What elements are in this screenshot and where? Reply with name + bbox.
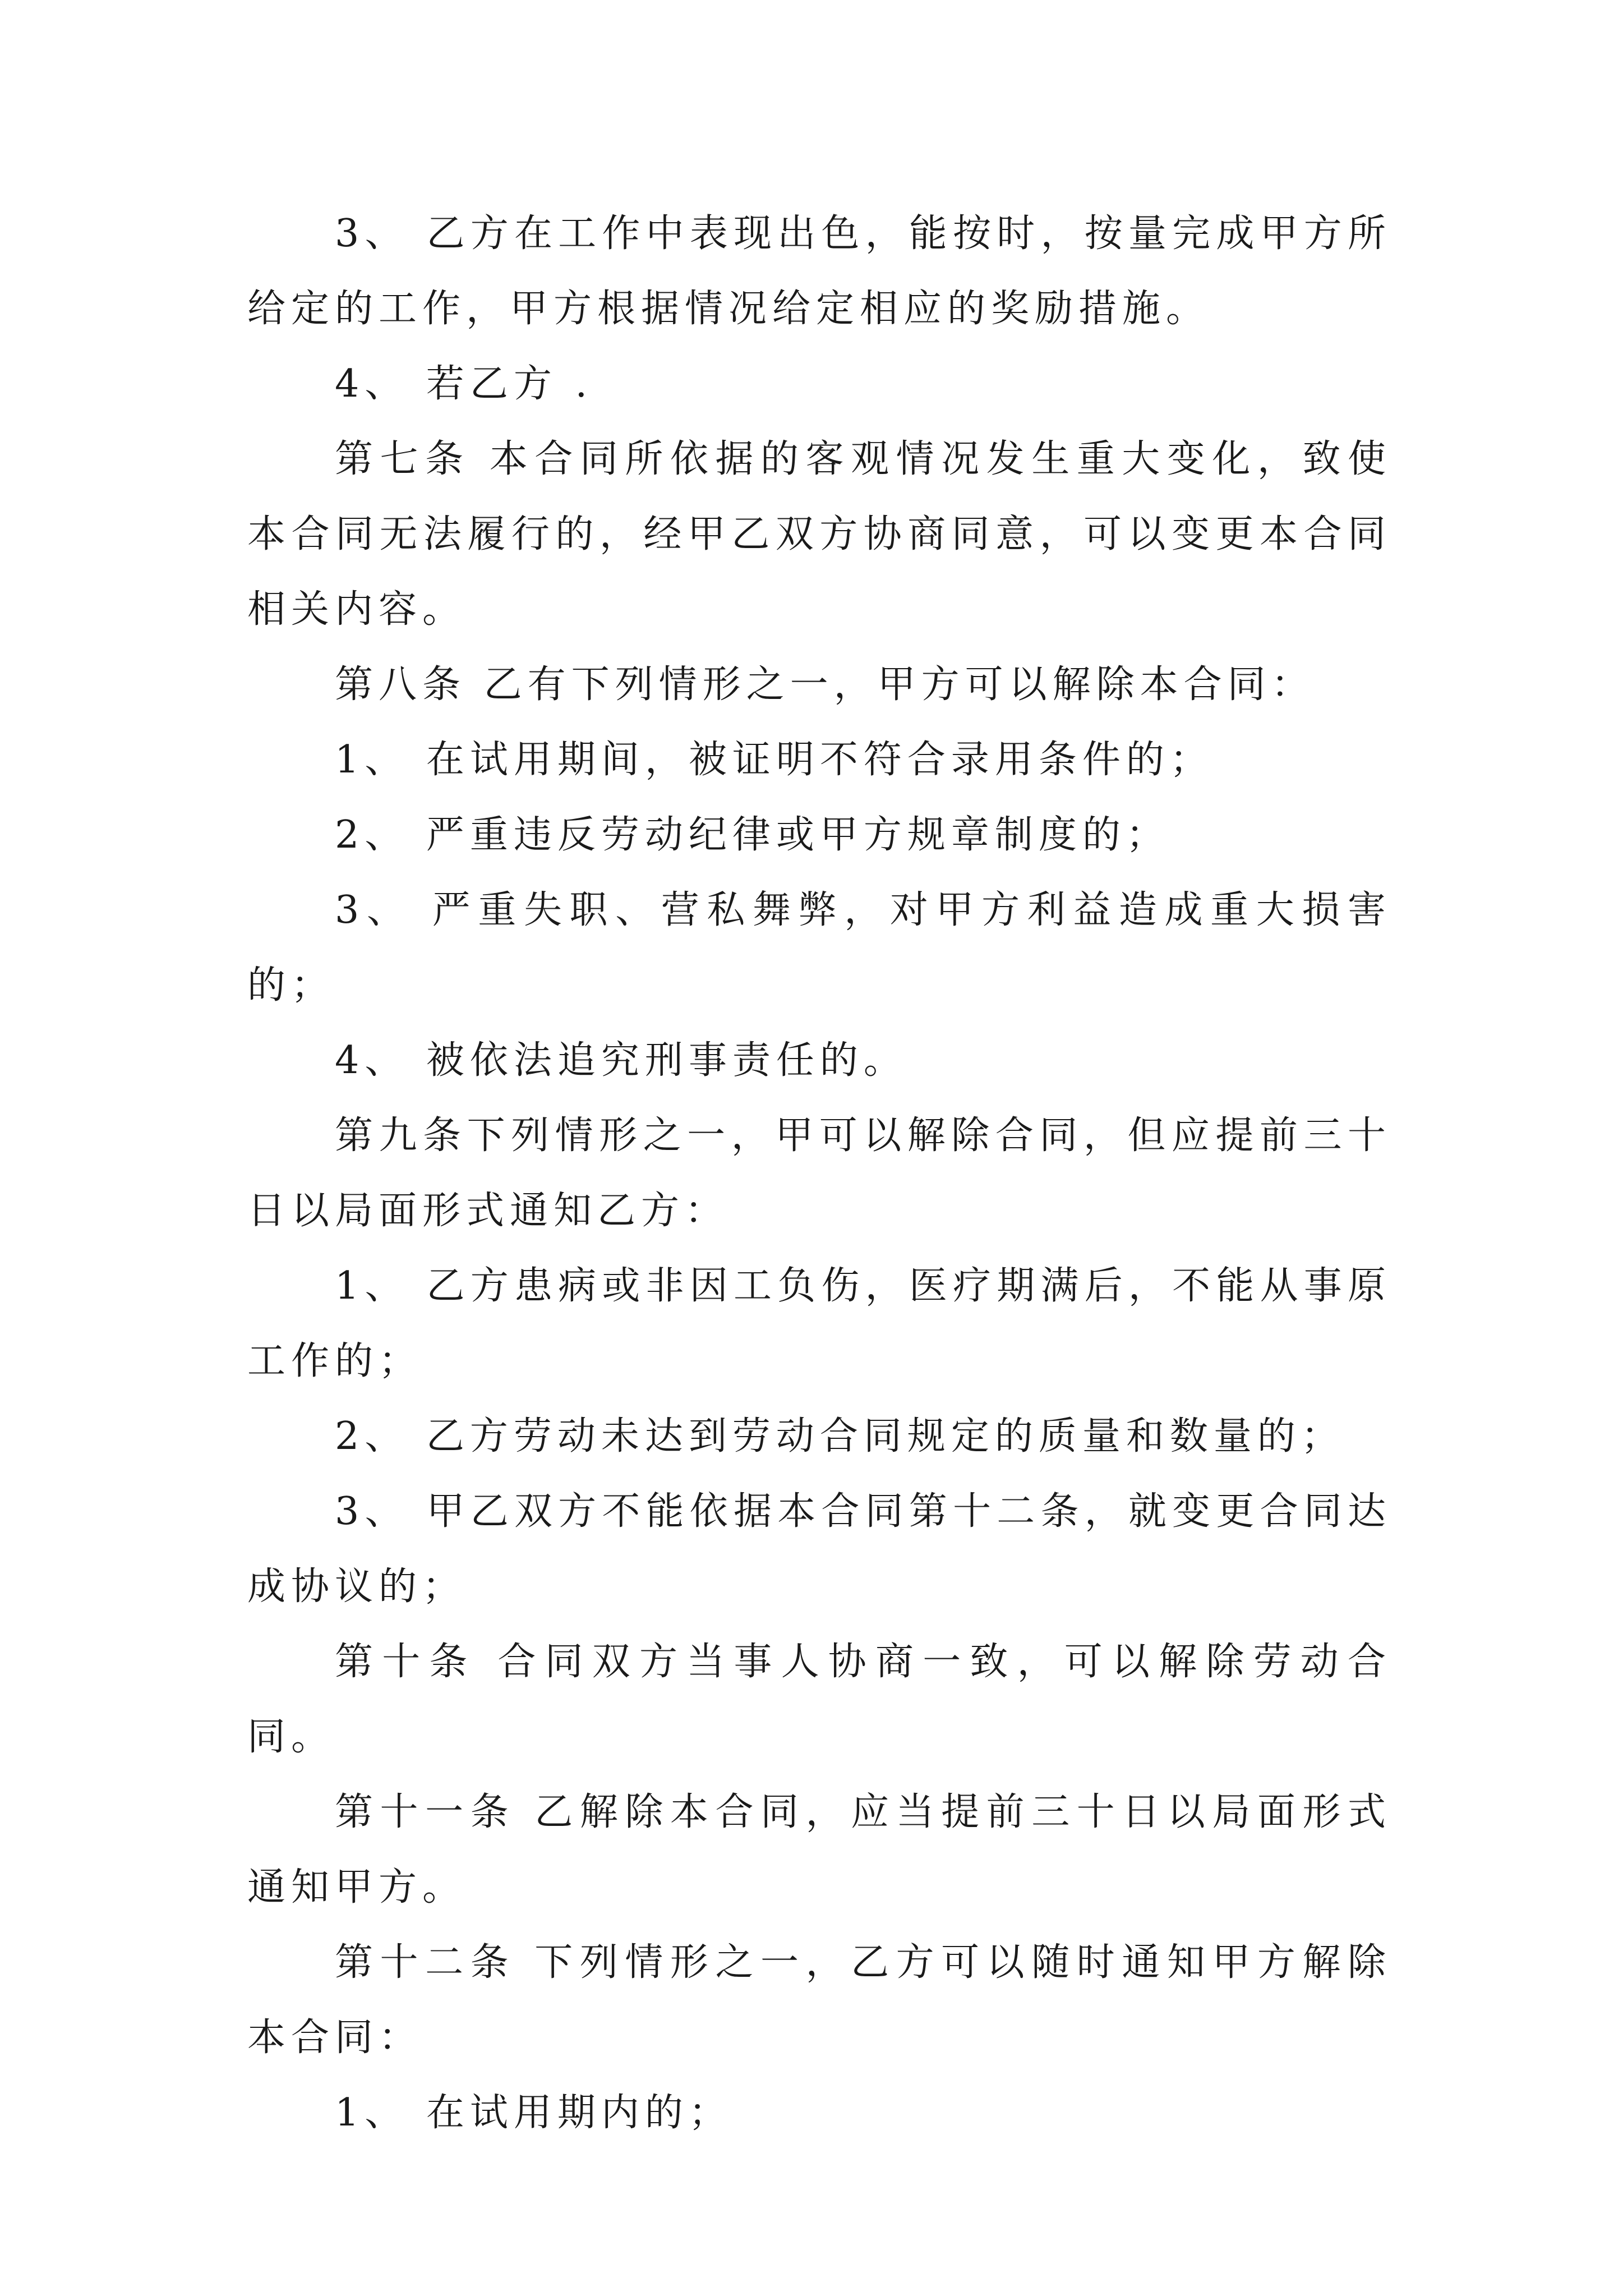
paragraph-clause-6-item-3: 3、 乙方在工作中表现出色，能按时，按量完成甲方所给定的工作，甲方根据情况给定相应的奖励措施。 <box>247 211 1391 331</box>
paragraph-clause-9-item-2: 2、 乙方劳动未达到劳动合同规定的质量和数量的； <box>335 1414 1345 1458</box>
paragraph-clause-9-item-3: 3、 甲乙双方不能依据本合同第十二条，就变更合同达成协议的； <box>247 1489 1391 1609</box>
paragraph-clause-9: 第九条下列情形之一，甲可以解除合同，但应提前三十日以局面形式通知乙方： <box>247 1114 1391 1233</box>
paragraph-clause-12-item-1: 1、 在试用期内的； <box>335 2091 732 2135</box>
paragraph-clause-8-item-3: 3、 严重失职、营私舞弊，对甲方利益造成重大损害的； <box>247 888 1391 1007</box>
paragraph-clause-8-item-4: 4、 被依法追究刑事责任的。 <box>335 1038 907 1083</box>
paragraph-clause-9-item-1: 1、 乙方患病或非因工负伤，医疗期满后，不能从事原工作的； <box>247 1264 1391 1383</box>
paragraph-clause-8-item-2: 2、 严重违反劳动纪律或甲方规章制度的； <box>335 813 1170 857</box>
paragraph-clause-11: 第十一条 乙解除本合同，应当提前三十日以局面形式通知甲方。 <box>247 1790 1391 1910</box>
paragraph-clause-7: 第七条 本合同所依据的客观情况发生重大变化，致使本合同无法履行的，经甲乙双方协商同意，可以变更本合同相关内容。 <box>247 437 1391 632</box>
paragraph-clause-6-item-4: 4、 若乙方 . <box>335 362 593 406</box>
document-body <box>247 196 1391 2151</box>
paragraph-clause-8: 第八条 乙有下列情形之一，甲方可以解除本合同： <box>335 662 1315 707</box>
paragraph-clause-8-item-1: 1、 在试用期间，被证明不符合录用条件的； <box>335 738 1214 782</box>
paragraph-clause-10: 第十条 合同双方当事人协商一致，可以解除劳动合同。 <box>247 1640 1391 1759</box>
paragraph-clause-12: 第十二条 下列情形之一，乙方可以随时通知甲方解除本合同： <box>247 1940 1391 2060</box>
